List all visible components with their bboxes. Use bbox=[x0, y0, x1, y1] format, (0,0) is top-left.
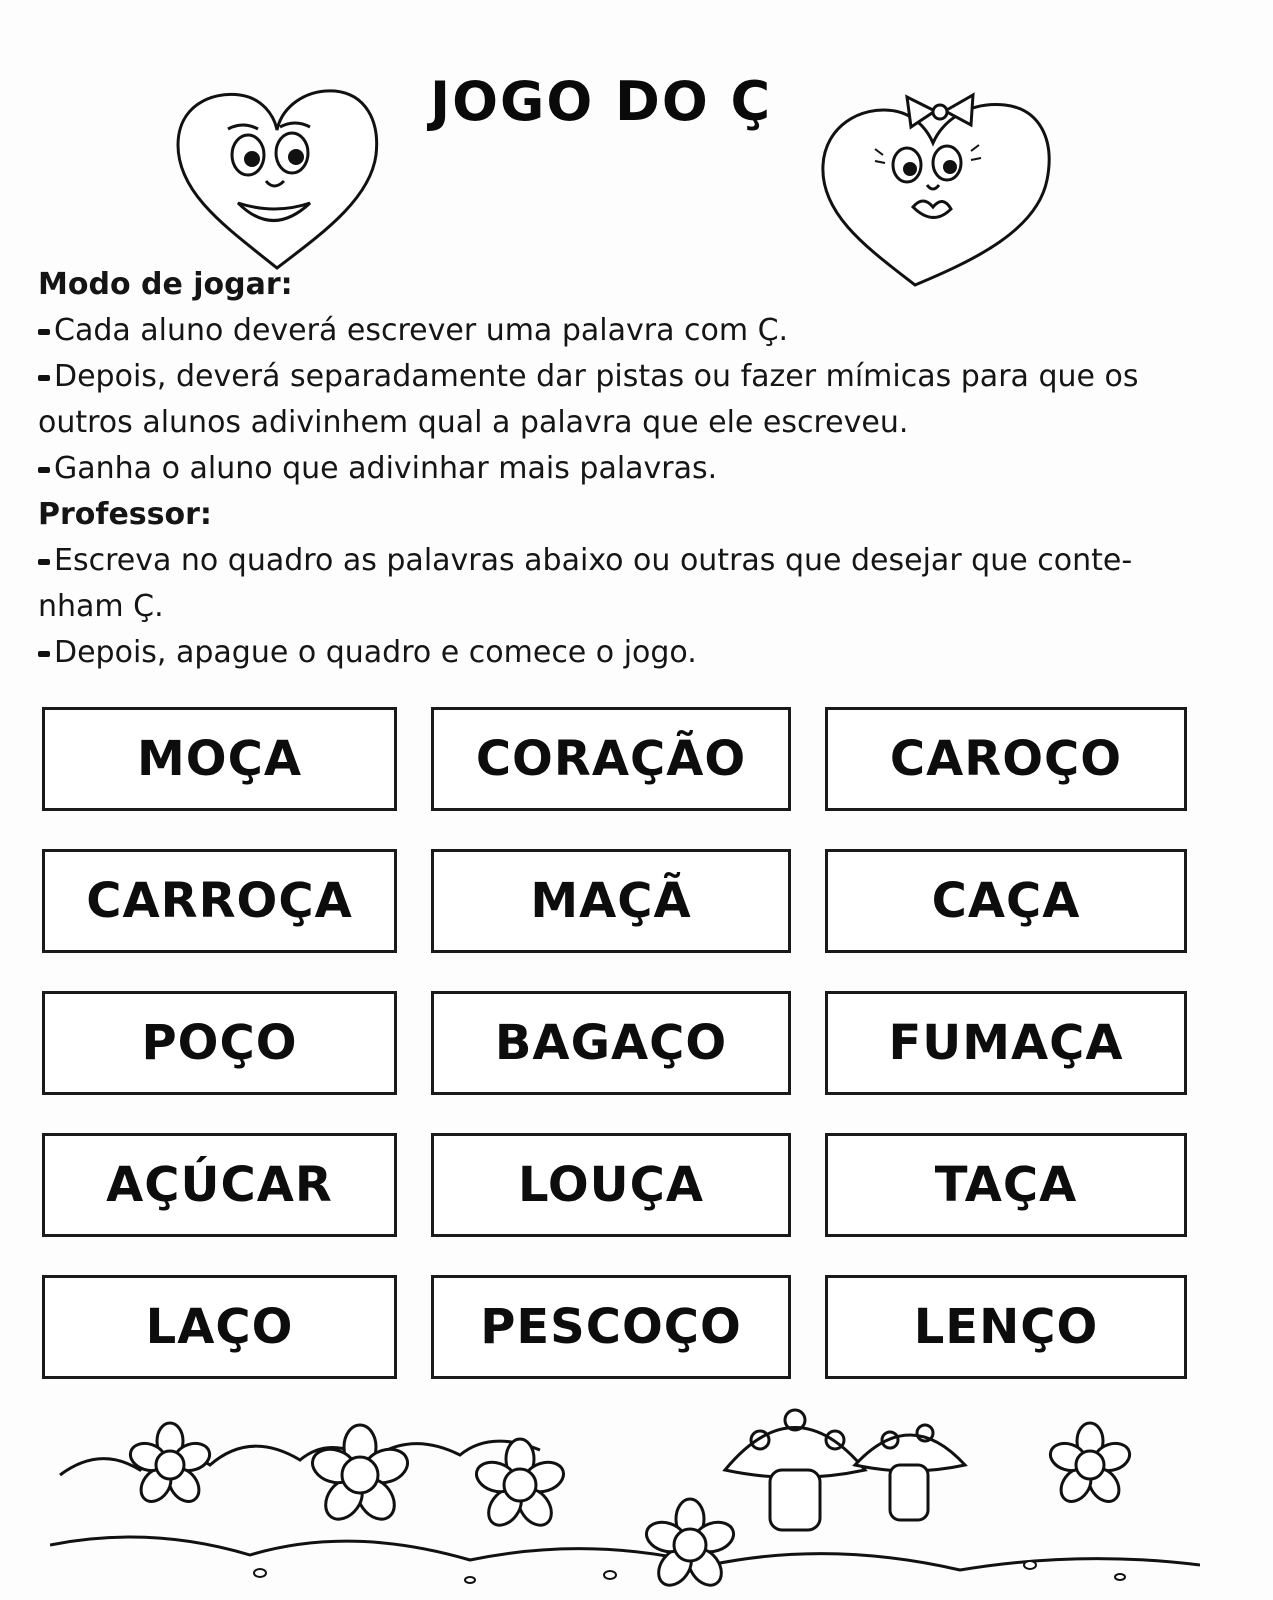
smiling-heart-face-icon bbox=[170, 85, 385, 275]
instruction-line: Depois, deverá separadamente dar pistas ou fazer mímicas para que os bbox=[38, 354, 1238, 400]
bullet-icon bbox=[38, 329, 50, 335]
bullet-icon bbox=[38, 559, 50, 565]
word-grid bbox=[42, 707, 1202, 1379]
word-card: AÇÚCAR bbox=[42, 1133, 397, 1237]
word-card: POÇO bbox=[42, 991, 397, 1095]
page-title: JOGO DO Ç bbox=[430, 70, 773, 133]
word-card: LAÇO bbox=[42, 1275, 397, 1379]
bullet-icon bbox=[38, 651, 50, 657]
word-card: TAÇA bbox=[825, 1133, 1187, 1237]
how-to-play-heading: Modo de jogar: bbox=[38, 267, 293, 302]
teacher-line: Escreva no quadro as palavras abaixo ou outras que desejar que conte- bbox=[38, 538, 1238, 584]
word-card: BAGAÇO bbox=[431, 991, 791, 1095]
word-card: PESCOÇO bbox=[431, 1275, 791, 1379]
instructions bbox=[38, 262, 1238, 676]
word-card: MAÇÃ bbox=[431, 849, 791, 953]
bullet-icon bbox=[38, 467, 50, 473]
word-card: CAROÇO bbox=[825, 707, 1187, 811]
word-card: CORAÇÃO bbox=[431, 707, 791, 811]
teacher-line: Depois, apague o quadro e comece o jogo. bbox=[38, 630, 1238, 676]
bullet-icon bbox=[38, 375, 50, 381]
instruction-line: outros alunos adivinhem qual a palavra que ele escreveu. bbox=[38, 405, 909, 440]
word-card: CAÇA bbox=[825, 849, 1187, 953]
word-card: CARROÇA bbox=[42, 849, 397, 953]
flowers-and-mushrooms-border bbox=[50, 1395, 1200, 1600]
word-card: LOUÇA bbox=[431, 1133, 791, 1237]
teacher-line: nham Ç. bbox=[38, 589, 164, 624]
instruction-line: Ganha o aluno que adivinhar mais palavras. bbox=[38, 446, 1238, 492]
word-card: LENÇO bbox=[825, 1275, 1187, 1379]
teacher-heading: Professor: bbox=[38, 497, 212, 532]
instruction-line: Cada aluno deverá escrever uma palavra com Ç. bbox=[38, 308, 1238, 354]
word-card: MOÇA bbox=[42, 707, 397, 811]
word-card: FUMAÇA bbox=[825, 991, 1187, 1095]
